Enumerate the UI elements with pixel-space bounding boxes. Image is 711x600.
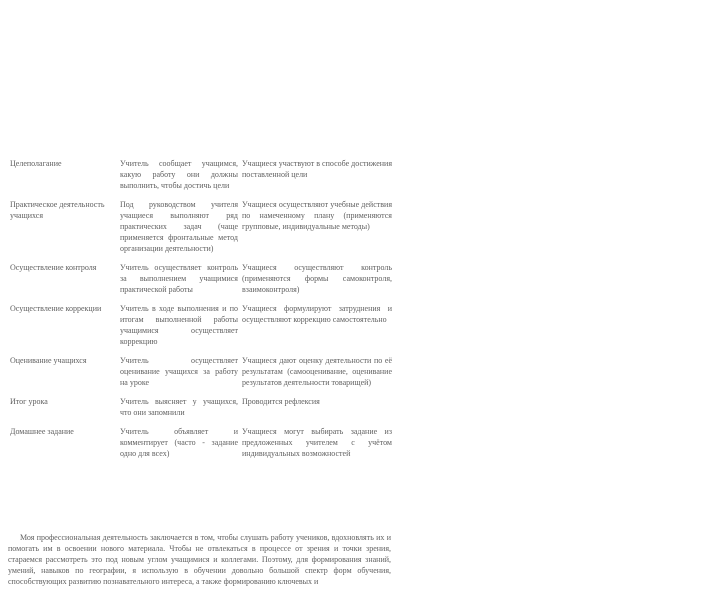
stage-cell: Осуществление контроля xyxy=(10,263,97,272)
stage-cell: Практическое деятельность учащихся xyxy=(10,200,105,220)
stage-cell: Домашнее задание xyxy=(10,427,74,436)
table-row xyxy=(8,426,394,467)
lesson-stages-table xyxy=(8,158,394,467)
table-row xyxy=(8,355,394,396)
student-activity-cell: Проводится рефлексия xyxy=(242,397,320,406)
stage-cell: Оценивание учащихся xyxy=(10,356,87,365)
table-row xyxy=(8,262,394,303)
teacher-activity-cell: Учитель объявляет и комментирует (часто - задание одно для всех) xyxy=(120,427,238,458)
teacher-activity-cell: Учитель выясняет у учащихся, что они запомнили xyxy=(120,397,238,417)
body-paragraph: Моя профессиональная деятельность заключается в том, чтобы слушать работу учеников, вдохновлять их и помогать им в освоении нового материала. Чтобы не отвлекаться в процессе от зрения и точки зрения, стараемся рассмотреть это под новым углом учащимися и коллегами. Поэтому, для формирования знаний, умений, навыков по географии, я использую в обучении довольно большой спектр форм обучения, способствующих развитию познавательного интереса, а также формированию ключевых и xyxy=(8,533,391,586)
stage-cell: Итог урока xyxy=(10,397,48,406)
table-row xyxy=(8,199,394,262)
table-row xyxy=(8,396,394,426)
teacher-activity-cell: Учитель осуществляет оценивание учащихся за работу на уроке xyxy=(120,356,238,387)
teacher-activity-cell: Под руководством учителя учащиеся выполняют ряд практических задач (чаще применяется фронтальные метод организации деятельности) xyxy=(120,200,238,253)
student-activity-cell: Учащиеся могут выбирать задание из предложенных учителем с учётом индивидуальных возможностей xyxy=(242,427,392,458)
stage-cell: Целеполагание xyxy=(10,159,62,168)
table-body xyxy=(8,158,394,467)
student-activity-cell: Учащиеся дают оценку деятельности по её результатам (самооценивание, оценивание результатов деятельности товарищей) xyxy=(242,356,392,387)
teacher-activity-cell: Учитель осуществляет контроль за выполнением учащимися практической работы xyxy=(120,263,238,294)
teacher-activity-cell: Учитель сообщает учащимся, какую работу они должны выполнить, чтобы достичь цели xyxy=(120,159,238,190)
table-row xyxy=(8,158,394,199)
table-row xyxy=(8,303,394,355)
student-activity-cell: Учащиеся участвуют в способе достижения поставленной цели xyxy=(242,159,392,179)
teacher-activity-cell: Учитель в ходе выполнения и по итогам выполненной работы учащимися осуществляет коррекцию xyxy=(120,304,238,346)
stage-cell: Осуществление коррекции xyxy=(10,304,102,313)
student-activity-cell: Учащиеся формулируют затруднения и осуществляют коррекцию самостоятельно xyxy=(242,304,392,324)
student-activity-cell: Учащиеся осуществляют контроль (применяются формы самоконтроля, взаимоконтроля) xyxy=(242,263,392,294)
student-activity-cell: Учащиеся осуществляют учебные действия по намеченному плану (применяются групповые, индивидуальные методы) xyxy=(242,200,392,231)
